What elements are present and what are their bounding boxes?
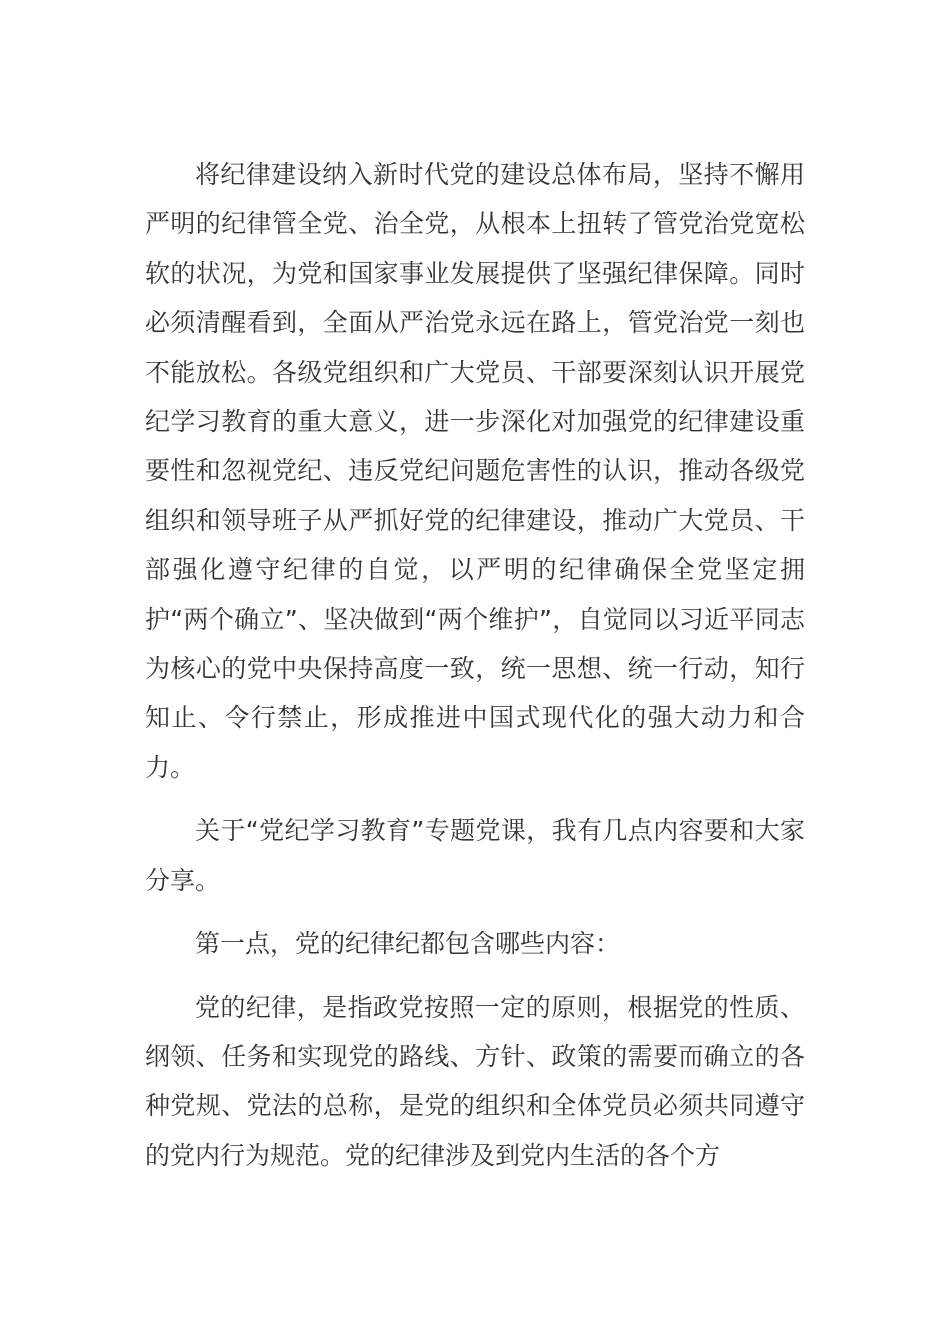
paragraph-discipline-construction: 将纪律建设纳入新时代党的建设总体布局，坚持不懈用严明的纪律管全党、治全党，从根本上扭转了管党治党宽松软的状况，为党和国家事业发展提供了坚强纪律保障。同时必须清醒看到，全面从严治党永远在路上，管党治党一刻也不能放松。各级党组织和广大党员、干部要深刻认识开展党纪学习教育的重大意义，进一步深化对加强党的纪律建设重要性和忽视党纪、违反党纪问题危害性的认识，推动各级党组织和领导班子从严抓好党的纪律建设，推动广大党员、干部强化遵守纪律的自觉，以严明的纪律确保全党坚定拥护“两个确立”、坚决做到“两个维护”，自觉同以习近平同志为核心的党中央保持高度一致，统一思想、统一行动，知行知止、令行禁止，形成推进中国式现代化的强大动力和合力。	[145, 160, 805, 782]
paragraph-lecture-intro: 关于“党纪学习教育”专题党课，我有几点内容要和大家分享。	[145, 816, 805, 895]
paragraph-point-one-heading: 第一点，党的纪律纪都包含哪些内容：	[195, 929, 621, 959]
paragraph-party-discipline-definition: 党的纪律，是指政党按照一定的原则，根据党的性质、纲领、任务和实现党的路线、方针、政策的需要而确立的各种党规、党法的总称，是党的组织和全体党员必须共同遵守的党内行为规范。党的纪律涉及到党内生活的各个方	[145, 992, 805, 1170]
document-body	[145, 150, 805, 1194]
